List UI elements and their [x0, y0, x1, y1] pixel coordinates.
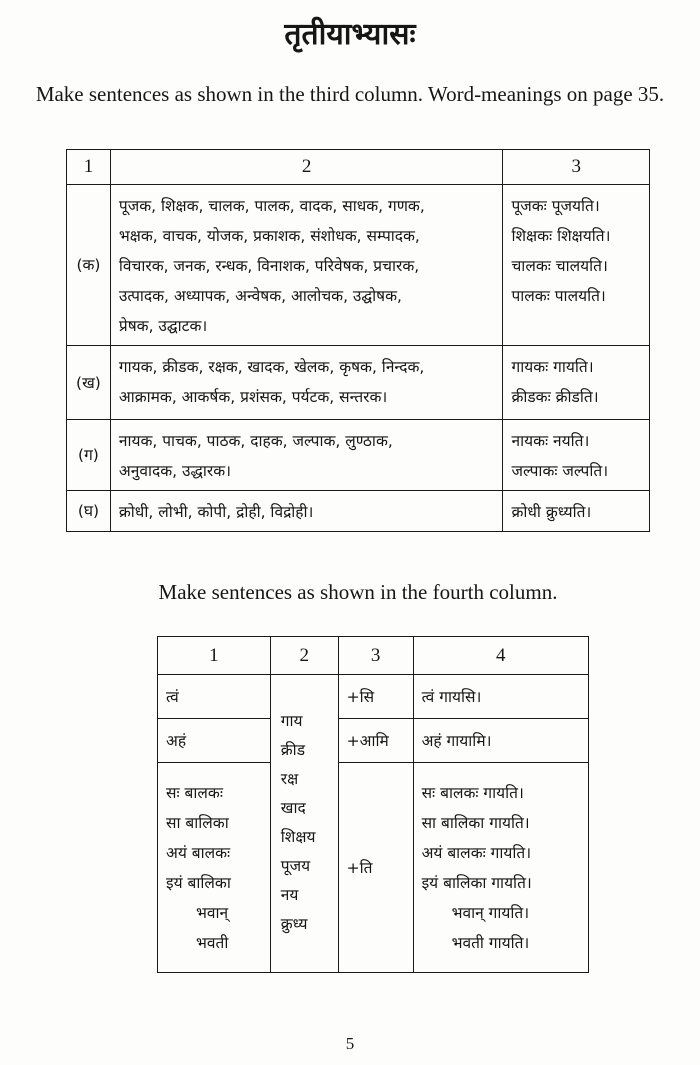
example-line: अयं बालकः गायति। — [421, 843, 532, 862]
table1-row-gha — [67, 491, 650, 532]
example-sentence: चालकः चालयति। — [511, 257, 608, 275]
example-sentence: पालकः पालयति। — [511, 287, 606, 305]
table2-header-col3: 3 — [338, 637, 413, 675]
word-line: नायक, पाचक, पाठक, दाहक, जल्पाक, लुण्ठाक, — [118, 432, 393, 450]
word-list — [110, 420, 503, 491]
subject-line: सः बालकः — [166, 783, 223, 802]
table1-header-col1: 1 — [67, 150, 111, 185]
example-line: सा बालिका गायति। — [421, 813, 530, 832]
subject-line: इयं बालिका — [166, 873, 231, 892]
root-word: गाय — [280, 711, 303, 730]
root-word: रक्ष — [280, 769, 299, 788]
subject-line: भवती — [196, 933, 229, 952]
row-label: (ग) — [67, 420, 111, 491]
root-word: क्रीड — [280, 740, 305, 759]
root-word: शिक्षय — [280, 827, 316, 846]
subject-line: भवान् — [196, 903, 229, 922]
word-line: अनुवादक, उद्धारक। — [118, 462, 231, 480]
example-list — [503, 185, 650, 346]
exercise-table-2 — [157, 636, 589, 973]
suffix-cell: +सि — [338, 675, 413, 719]
example-line: इयं बालिका गायति। — [421, 873, 532, 892]
exercise-table-1 — [66, 149, 650, 532]
word-line: भक्षक, वाचक, योजक, प्रकाशक, संशोधक, सम्पादक, — [118, 227, 420, 245]
row-label: (क) — [67, 185, 111, 346]
example-cell: त्वं गायसि। — [413, 675, 588, 719]
example-sentence: जल्पाकः जल्पति। — [511, 462, 609, 480]
root-word: नय — [280, 885, 299, 904]
example-line: भवती गायति। — [451, 933, 530, 952]
row-label: (ख) — [67, 346, 111, 420]
table2-row-tvam — [158, 675, 589, 719]
suffix-cell: +ति — [338, 763, 413, 973]
word-list — [110, 346, 503, 420]
table2-header-col4: 4 — [413, 637, 588, 675]
table1-header-col3: 3 — [503, 150, 650, 185]
word-line: क्रोधी, लोभी, कोपी, द्रोही, विद्रोही। — [118, 503, 314, 521]
subjects-cell — [158, 763, 271, 973]
word-line: प्रेषक, उद्घाटक। — [118, 317, 208, 335]
subject-cell: अहं — [158, 719, 271, 763]
root-word: खाद — [280, 798, 306, 817]
table2-row-third-person — [158, 763, 589, 973]
page-number: 5 — [345, 1034, 355, 1053]
subject-line: अयं बालकः — [166, 843, 231, 862]
example-line: सः बालकः गायति। — [421, 783, 524, 802]
table2-row-aham — [158, 719, 589, 763]
example-sentence: क्रोधी क्रुध्यति। — [511, 503, 592, 521]
suffix-cell: +आमि — [338, 719, 413, 763]
example-sentence: क्रीडकः क्रीडति। — [511, 388, 599, 406]
row-label: (घ) — [67, 491, 111, 532]
page-title: तृतीयाभ्यासः — [284, 17, 416, 52]
table2-header-col2: 2 — [270, 637, 338, 675]
example-list — [503, 491, 650, 532]
instruction-text: Make sentences as shown in the third column. Word-meanings on page 35. — [35, 82, 665, 106]
example-list — [503, 346, 650, 420]
word-line: पूजक, शिक्षक, चालक, पालक, वादक, साधक, गणक, — [118, 197, 425, 215]
root-word: पूजय — [280, 856, 311, 875]
examples-cell — [413, 763, 588, 973]
table1-row-ka — [67, 185, 650, 346]
example-line: भवान् गायति। — [451, 903, 530, 922]
root-word: क्रुध्य — [280, 914, 308, 933]
example-cell: अहं गायामि। — [413, 719, 588, 763]
roots-cell — [270, 675, 338, 973]
table2-header-col1: 1 — [158, 637, 271, 675]
word-line: विचारक, जनक, रन्धक, विनाशक, परिवेषक, प्रचारक, — [118, 257, 420, 275]
table1-row-ga — [67, 420, 650, 491]
word-line: गायक, क्रीडक, रक्षक, खादक, खेलक, कृषक, निन्दक, — [118, 358, 425, 376]
subject-cell: त्वं — [158, 675, 271, 719]
example-sentence: नायकः नयति। — [511, 432, 590, 450]
example-list — [503, 420, 650, 491]
word-list — [110, 491, 503, 532]
word-list — [110, 185, 503, 346]
instruction-text-2: Make sentences as shown in the fourth column. — [158, 580, 558, 604]
example-sentence: गायकः गायति। — [511, 358, 594, 376]
word-line: उत्पादक, अध्यापक, अन्वेषक, आलोचक, उद्घोषक, — [118, 287, 402, 305]
table1-header-col2: 2 — [110, 150, 503, 185]
table1-row-kha — [67, 346, 650, 420]
word-line: आक्रामक, आकर्षक, प्रशंसक, पर्यटक, सन्तरक। — [118, 388, 388, 406]
subject-line: सा बालिका — [166, 813, 229, 832]
example-sentence: पूजकः पूजयति। — [511, 197, 600, 215]
example-sentence: शिक्षकः शिक्षयति। — [511, 227, 611, 245]
